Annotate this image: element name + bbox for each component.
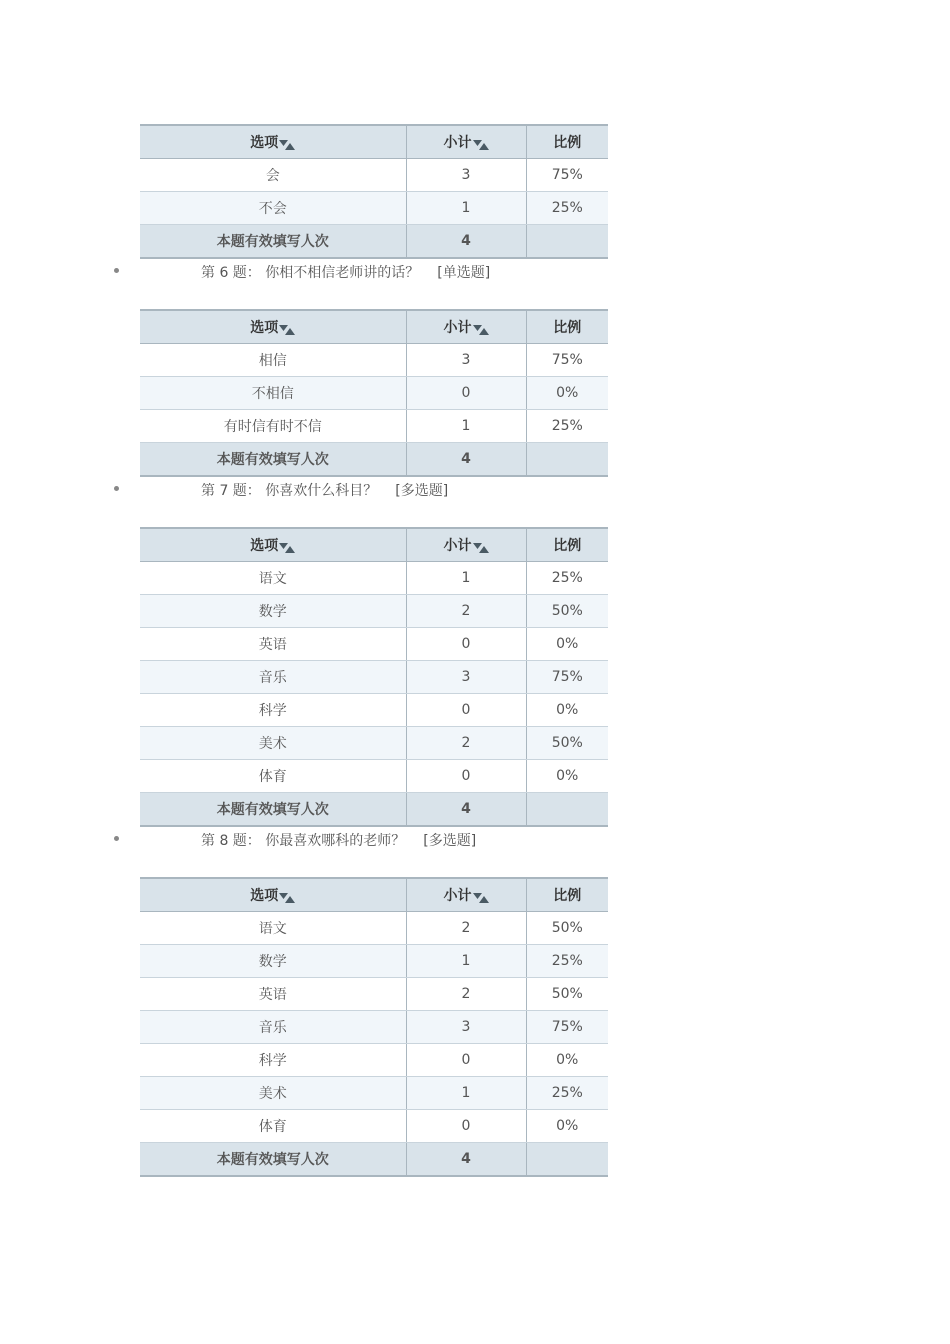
total-row [140,793,608,827]
header-ratio: 比例 [553,320,582,336]
sort-icon[interactable] [473,323,489,333]
total-count: 4 [461,801,471,817]
ratio-cell: 25% [551,1085,583,1101]
table-row [140,192,608,225]
header-option: 选项 [250,135,279,151]
count-cell: 2 [461,603,471,619]
ratio-cell: 50% [551,986,583,1002]
table-row [140,410,608,443]
result-table [140,124,608,259]
result-table [140,527,608,827]
header-ratio: 比例 [553,888,582,904]
ratio-header [526,125,608,159]
count-cell: 2 [461,920,471,936]
ratio-cell: 0% [556,636,579,652]
ratio-cell: 50% [551,920,583,936]
count-cell: 2 [461,735,471,751]
count-cell: 1 [461,1085,471,1101]
ratio-cell: 0% [556,1118,579,1134]
option-cell: 美术 [258,1086,287,1102]
table-row [140,595,608,628]
option-cell: 相信 [258,353,287,369]
total-label: 本题有效填写人次 [216,802,329,818]
count-cell: 1 [461,200,471,216]
total-row [140,1143,608,1177]
total-ratio-cell [526,1143,608,1177]
count-cell: 1 [461,953,471,969]
sort-option-header[interactable] [140,125,406,159]
table-row [140,694,608,727]
total-row [140,225,608,259]
question-item [0,477,950,527]
table-row [140,760,608,793]
table-row [140,945,608,978]
option-cell: 科学 [258,703,287,719]
count-cell: 1 [461,570,471,586]
total-ratio-cell [526,443,608,477]
total-ratio-cell [526,225,608,259]
table-row [140,628,608,661]
ratio-header [526,310,608,344]
table-row [140,661,608,694]
question-type: [单选题] [437,265,491,281]
total-label: 本题有效填写人次 [216,452,329,468]
sort-count-header[interactable] [406,528,526,562]
sort-icon[interactable] [473,891,489,901]
option-cell: 数学 [258,604,287,620]
question-text: 你喜欢什么科目？ [265,483,378,499]
sort-icon[interactable] [473,138,489,148]
table-row [140,562,608,595]
question-item [0,259,950,309]
bullet-icon [114,836,119,841]
option-cell: 不会 [258,201,287,217]
header-ratio: 比例 [553,538,582,554]
sort-icon[interactable] [279,323,295,333]
table-row [140,1011,608,1044]
question-item [0,827,950,877]
count-cell: 2 [461,986,471,1002]
ratio-cell: 0% [556,768,579,784]
question-text: 你最喜欢哪科的老师？ [265,833,406,849]
count-cell: 3 [461,1019,471,1035]
ratio-cell: 0% [556,1052,579,1068]
option-cell: 数学 [258,954,287,970]
total-count: 4 [461,1151,471,1167]
sort-icon[interactable] [279,138,295,148]
option-cell: 体育 [258,769,287,785]
header-count: 小计 [443,135,472,151]
header-option: 选项 [250,538,279,554]
option-cell: 美术 [258,736,287,752]
count-cell: 0 [461,702,471,718]
header-count: 小计 [443,888,472,904]
ratio-cell: 50% [551,603,583,619]
table-row [140,727,608,760]
option-cell: 语文 [258,571,287,587]
sort-count-header[interactable] [406,125,526,159]
option-cell: 会 [265,168,280,184]
header-option: 选项 [250,888,279,904]
ratio-header [526,878,608,912]
table-row [140,344,608,377]
sort-icon[interactable] [279,541,295,551]
question-number: 第 8 题： [201,833,261,849]
count-cell: 1 [461,418,471,434]
option-cell: 音乐 [258,1020,287,1036]
sort-icon[interactable] [473,541,489,551]
question-title [201,480,448,500]
header-count: 小计 [443,320,472,336]
bullet-icon [114,486,119,491]
ratio-cell: 0% [556,702,579,718]
sort-option-header[interactable] [140,310,406,344]
table-row [140,978,608,1011]
ratio-cell: 25% [551,570,583,586]
ratio-cell: 75% [551,167,583,183]
question-text: 你相不相信老师讲的话？ [265,265,420,281]
result-table [140,877,608,1177]
total-count: 4 [461,451,471,467]
question-title [201,830,476,850]
count-cell: 0 [461,1052,471,1068]
ratio-header [526,528,608,562]
question-number: 第 7 题： [201,483,261,499]
total-row [140,443,608,477]
count-cell: 3 [461,167,471,183]
sort-count-header[interactable] [406,310,526,344]
ratio-cell: 25% [551,418,583,434]
table-header-row [140,878,608,912]
table-row [140,377,608,410]
count-cell: 3 [461,669,471,685]
option-cell: 体育 [258,1119,287,1135]
count-cell: 0 [461,636,471,652]
count-cell: 3 [461,352,471,368]
total-label: 本题有效填写人次 [216,1152,329,1168]
option-cell: 有时信有时不信 [223,419,322,435]
ratio-cell: 50% [551,735,583,751]
ratio-cell: 0% [556,385,579,401]
sort-count-header[interactable] [406,878,526,912]
bullet-icon [114,268,119,273]
table-header-row [140,310,608,344]
ratio-cell: 25% [551,953,583,969]
question-number: 第 6 题： [201,265,261,281]
survey-results [0,124,950,1177]
sort-option-header[interactable] [140,878,406,912]
total-ratio-cell [526,793,608,827]
header-option: 选项 [250,320,279,336]
ratio-cell: 75% [551,352,583,368]
option-cell: 音乐 [258,670,287,686]
ratio-cell: 25% [551,200,583,216]
sort-option-header[interactable] [140,528,406,562]
option-cell: 语文 [258,921,287,937]
option-cell: 英语 [258,637,287,653]
ratio-cell: 75% [551,1019,583,1035]
question-type: [多选题] [423,833,477,849]
header-count: 小计 [443,538,472,554]
table-row [140,159,608,192]
result-table [140,309,608,477]
option-cell: 英语 [258,987,287,1003]
table-header-row [140,528,608,562]
total-label: 本题有效填写人次 [216,234,329,250]
total-count: 4 [461,233,471,249]
table-header-row [140,125,608,159]
option-cell: 科学 [258,1053,287,1069]
count-cell: 0 [461,1118,471,1134]
option-cell: 不相信 [251,386,294,402]
table-row [140,912,608,945]
sort-icon[interactable] [279,891,295,901]
question-title [201,262,490,282]
table-row [140,1110,608,1143]
question-type: [多选题] [395,483,449,499]
header-ratio: 比例 [553,135,582,151]
ratio-cell: 75% [551,669,583,685]
table-row [140,1044,608,1077]
count-cell: 0 [461,385,471,401]
table-row [140,1077,608,1110]
count-cell: 0 [461,768,471,784]
